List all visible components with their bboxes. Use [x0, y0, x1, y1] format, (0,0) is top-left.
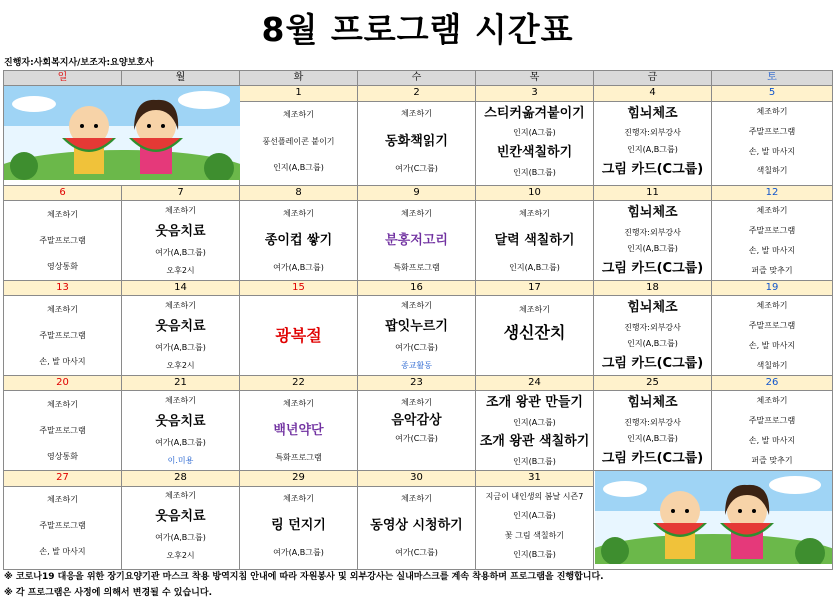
- program-line: 꽃 그림 색칠하기: [504, 530, 565, 540]
- program-line: 체조하기: [401, 300, 432, 310]
- program-line: 오후2시: [166, 551, 195, 561]
- program-line: 영상통화: [47, 452, 78, 462]
- weekday-thu: 목: [476, 71, 594, 86]
- date-cell: 7: [122, 186, 240, 201]
- program-title: 그림 카드(C그룹): [601, 356, 704, 372]
- program-line: 체조하기: [756, 396, 788, 406]
- program-line: 여가(A,B그룹): [155, 343, 206, 353]
- day-cell-sat: [712, 201, 833, 281]
- date-cell: 2: [358, 86, 476, 102]
- date-row-week4: [4, 376, 833, 391]
- kids-watermelon-image-2: [594, 471, 833, 570]
- day-cell-thu: [476, 391, 594, 471]
- program-line: 체조하기: [401, 208, 432, 218]
- program-line: 체조하기: [756, 107, 788, 117]
- program-line: 풍선플레이콘 붙이기: [262, 136, 335, 146]
- weekday-tue: 화: [240, 71, 358, 86]
- date-cell: 11: [594, 186, 712, 201]
- program-line: 주말프로그램: [748, 226, 796, 236]
- program-line: 여가(C그룹): [395, 164, 438, 174]
- program-line: 여가(A,B그룹): [155, 533, 206, 543]
- day-cell-thu: [476, 101, 594, 185]
- program-line: 체조하기: [165, 205, 196, 215]
- program-title: 링 던지기: [271, 518, 326, 534]
- day-cell-thu: [476, 296, 594, 376]
- weekday-wed: 수: [358, 71, 476, 86]
- date-cell: 18: [594, 281, 712, 296]
- program-line: 인지(A,B그룹): [627, 339, 678, 349]
- program-title: 웃음치료: [155, 223, 206, 239]
- day-cell-mon: [122, 486, 240, 569]
- program-row-week4: [4, 391, 833, 471]
- program-line: 손, 발 마사지: [39, 357, 86, 367]
- program-line: 인지(A그룹): [513, 417, 556, 427]
- schedule-table: [3, 70, 833, 570]
- program-line: 특화프로그램: [393, 263, 440, 273]
- program-title: 달력 색칠하기: [494, 232, 575, 248]
- program-line: 주말프로그램: [39, 235, 86, 245]
- program-line: 체조하기: [401, 109, 432, 119]
- program-line: 오후2시: [166, 266, 195, 276]
- day-cell-sun: [4, 201, 122, 281]
- day-cell-tue: [240, 101, 358, 185]
- date-cell: 1: [240, 86, 358, 102]
- program-line: 체조하기: [165, 300, 196, 310]
- program-line: 인지(A,B그룹): [273, 163, 324, 173]
- program-line: 주말프로그램: [748, 416, 796, 426]
- date-cell: 16: [358, 281, 476, 296]
- date-cell: 5: [712, 86, 833, 102]
- program-row-week3: [4, 296, 833, 376]
- day-cell-thu: [476, 201, 594, 281]
- program-line: 체조하기: [283, 110, 314, 120]
- program-line: 인지(B그룹): [513, 550, 556, 560]
- date-row-week2: [4, 186, 833, 201]
- program-line: 인지(A,B그룹): [509, 263, 560, 273]
- date-cell: 21: [122, 376, 240, 391]
- program-line: 체조하기: [401, 494, 432, 504]
- program-title: 웃음치료: [155, 509, 206, 525]
- program-title: 스티커옮겨붙이기: [484, 105, 585, 121]
- program-line: 체조하기: [401, 398, 432, 407]
- program-title: 힘뇌체조: [627, 299, 678, 315]
- day-cell-fri: [594, 296, 712, 376]
- program-line: 종교활동: [401, 361, 432, 371]
- date-cell: 30: [358, 471, 476, 487]
- day-cell-wed: [358, 201, 476, 281]
- program-line: 여가(C그룹): [395, 343, 438, 353]
- day-cell-wed: [358, 486, 476, 569]
- program-line: 손, 발 마사지: [39, 547, 86, 557]
- program-line: 여가(A,B그룹): [155, 438, 206, 448]
- program-line: 손, 발 마사지: [748, 340, 796, 350]
- program-line: 여가(A,B그룹): [273, 548, 324, 558]
- program-line: 손, 발 마사지: [748, 435, 796, 445]
- date-cell: 31: [476, 471, 594, 487]
- weekday-sat: 토: [712, 71, 833, 86]
- program-line: 여가(C그룹): [395, 548, 438, 558]
- kids-eating-watermelon-illustration: [595, 471, 832, 564]
- program-line: 체조하기: [519, 305, 550, 314]
- program-title: 종이컵 쌓기: [264, 232, 333, 248]
- program-line: 체조하기: [47, 399, 78, 409]
- date-row-week1: [4, 86, 833, 102]
- program-line: 퍼즐 맞추기: [751, 265, 793, 275]
- date-cell: 14: [122, 281, 240, 296]
- program-title: 분홍저고리: [385, 232, 448, 248]
- date-cell: 27: [4, 471, 122, 487]
- program-line: 체조하기: [283, 208, 314, 218]
- day-cell-sun: [4, 486, 122, 569]
- weekday-sun: 일: [4, 71, 122, 86]
- program-line: 영상통화: [47, 262, 78, 272]
- program-title: 동화책읽기: [385, 133, 448, 149]
- program-title: 그림 카드(C그룹): [601, 451, 704, 467]
- program-title: 힘뇌체조: [627, 105, 678, 121]
- program-line: 인지(B그룹): [513, 167, 556, 177]
- program-line: 체조하기: [47, 304, 78, 314]
- program-title: 동영상 시청하기: [370, 518, 463, 534]
- program-title: 생신잔치: [503, 323, 566, 342]
- program-title: 웃음치료: [155, 413, 206, 429]
- date-cell: 8: [240, 186, 358, 201]
- date-cell: 6: [4, 186, 122, 201]
- program-line: 퍼즐 맞추기: [751, 455, 793, 465]
- program-title: 팝잇누르기: [385, 318, 448, 334]
- day-cell-mon: [122, 391, 240, 471]
- program-line: 여가(A,B그룹): [155, 248, 206, 258]
- date-cell: 15: [240, 281, 358, 296]
- program-line: 손, 발 마사지: [748, 146, 796, 156]
- program-line: 주말프로그램: [39, 521, 86, 531]
- date-cell: 9: [358, 186, 476, 201]
- program-title: 음악감상: [391, 413, 442, 428]
- kids-watermelon-image: [4, 86, 240, 186]
- program-line: 진행자:외부강사: [624, 417, 681, 427]
- date-cell: 22: [240, 376, 358, 391]
- program-line: 손, 발 마사지: [748, 245, 796, 255]
- day-cell-thu: [476, 486, 594, 569]
- program-row-week2: [4, 201, 833, 281]
- day-cell-sat: [712, 296, 833, 376]
- program-line: 특화프로그램: [275, 453, 322, 463]
- program-line: 인지(A그룹): [513, 128, 556, 138]
- program-title: 빈칸색칠하기: [496, 145, 573, 161]
- program-title: 조개 왕관 만들기: [486, 394, 583, 410]
- day-cell-wed: [358, 391, 476, 471]
- day-cell-sat: [712, 391, 833, 471]
- program-title: 조개 왕관 색칠하기: [479, 434, 590, 450]
- date-cell: 25: [594, 376, 712, 391]
- program-line: 체조하기: [756, 206, 788, 216]
- day-cell-tue: [240, 486, 358, 569]
- day-cell-tue: [240, 201, 358, 281]
- program-line: 색칠하기: [756, 166, 788, 176]
- day-cell-fri: [594, 201, 712, 281]
- program-line: 체조하기: [519, 208, 550, 218]
- program-line: 체조하기: [756, 301, 788, 311]
- program-line: 주말프로그램: [748, 321, 796, 331]
- program-line: 색칠하기: [756, 360, 788, 370]
- program-line: 체조하기: [283, 398, 314, 408]
- program-line: 체조하기: [165, 395, 196, 405]
- day-cell-sat: [712, 101, 833, 185]
- footer-notes: [4, 569, 604, 601]
- program-line: 진행자:외부강사: [624, 128, 681, 138]
- day-cell-fri: [594, 391, 712, 471]
- day-cell-tue: [240, 391, 358, 471]
- day-cell-sun: [4, 296, 122, 376]
- date-cell: 12: [712, 186, 833, 201]
- date-cell: 4: [594, 86, 712, 102]
- date-cell: 20: [4, 376, 122, 391]
- date-cell: 13: [4, 281, 122, 296]
- program-title: 백년약단: [273, 422, 324, 438]
- date-cell: 10: [476, 186, 594, 201]
- date-cell: 3: [476, 86, 594, 102]
- program-line: 진행자:외부강사: [624, 322, 681, 332]
- program-line: 체조하기: [283, 494, 314, 504]
- program-title: 그림 카드(C그룹): [601, 261, 704, 277]
- staff-info: 진행자:사회복지사/보조자:요양보호사: [4, 58, 154, 68]
- note-schedule-change: ※ 각 프로그램은 사정에 의해서 변경될 수 있습니다.: [4, 588, 212, 598]
- date-cell: 17: [476, 281, 594, 296]
- program-line: 인지(A그룹): [513, 511, 556, 521]
- day-cell-mon: [122, 296, 240, 376]
- weekday-mon: 월: [122, 71, 240, 86]
- program-line: 지금이 내인생의 봄날 시즌7: [485, 491, 584, 501]
- note-mask-policy: ※ 코로나19 대응을 위한 장기요양기관 마스크 착용 방역지침 안내에 따라 자원봉사 및 외부강사는 실내마스크를 계속 착용하며 프로그램을 진행합니다.: [4, 572, 604, 582]
- program-line: 오후2시: [166, 361, 195, 371]
- program-title: 힘뇌체조: [627, 394, 678, 410]
- date-cell: 24: [476, 376, 594, 391]
- program-line: 체조하기: [165, 491, 196, 501]
- program-line: 주말프로그램: [39, 330, 86, 340]
- date-row-week5: [4, 471, 833, 487]
- program-line: 인지(B그룹): [513, 457, 556, 467]
- program-title: 힘뇌체조: [627, 204, 678, 220]
- date-row-week3: [4, 281, 833, 296]
- day-cell-wed: [358, 101, 476, 185]
- program-title: 웃음치료: [155, 318, 206, 334]
- weekday-header-row: [4, 71, 833, 86]
- program-line: 체조하기: [47, 495, 78, 505]
- date-cell: 28: [122, 471, 240, 487]
- program-line: 인지(A,B그룹): [627, 145, 678, 155]
- program-line: 주말프로그램: [39, 425, 86, 435]
- day-cell-sun: [4, 391, 122, 471]
- page-title: 8월 프로그램 시간표: [261, 10, 574, 49]
- kids-eating-watermelon-illustration: [4, 86, 240, 180]
- program-line: 인지(A,B그룹): [627, 244, 678, 254]
- date-cell: 19: [712, 281, 833, 296]
- day-cell-mon: [122, 201, 240, 281]
- program-line: 이.미용: [167, 456, 194, 466]
- holiday-label: 광복절: [275, 325, 322, 345]
- program-line: 진행자:외부강사: [624, 227, 681, 237]
- date-cell: 26: [712, 376, 833, 391]
- program-line: 인지(A,B그룹): [627, 434, 678, 444]
- program-line: 체조하기: [47, 209, 78, 219]
- program-line: 여가(A,B그룹): [273, 263, 324, 273]
- day-cell-tue: [240, 296, 358, 376]
- weekday-fri: 금: [594, 71, 712, 86]
- date-cell: 29: [240, 471, 358, 487]
- program-line: 여가(C그룹): [395, 434, 438, 443]
- day-cell-fri: [594, 101, 712, 185]
- program-line: 주말프로그램: [748, 126, 796, 136]
- day-cell-wed: [358, 296, 476, 376]
- program-title: 그림 카드(C그룹): [601, 161, 704, 177]
- date-cell: 23: [358, 376, 476, 391]
